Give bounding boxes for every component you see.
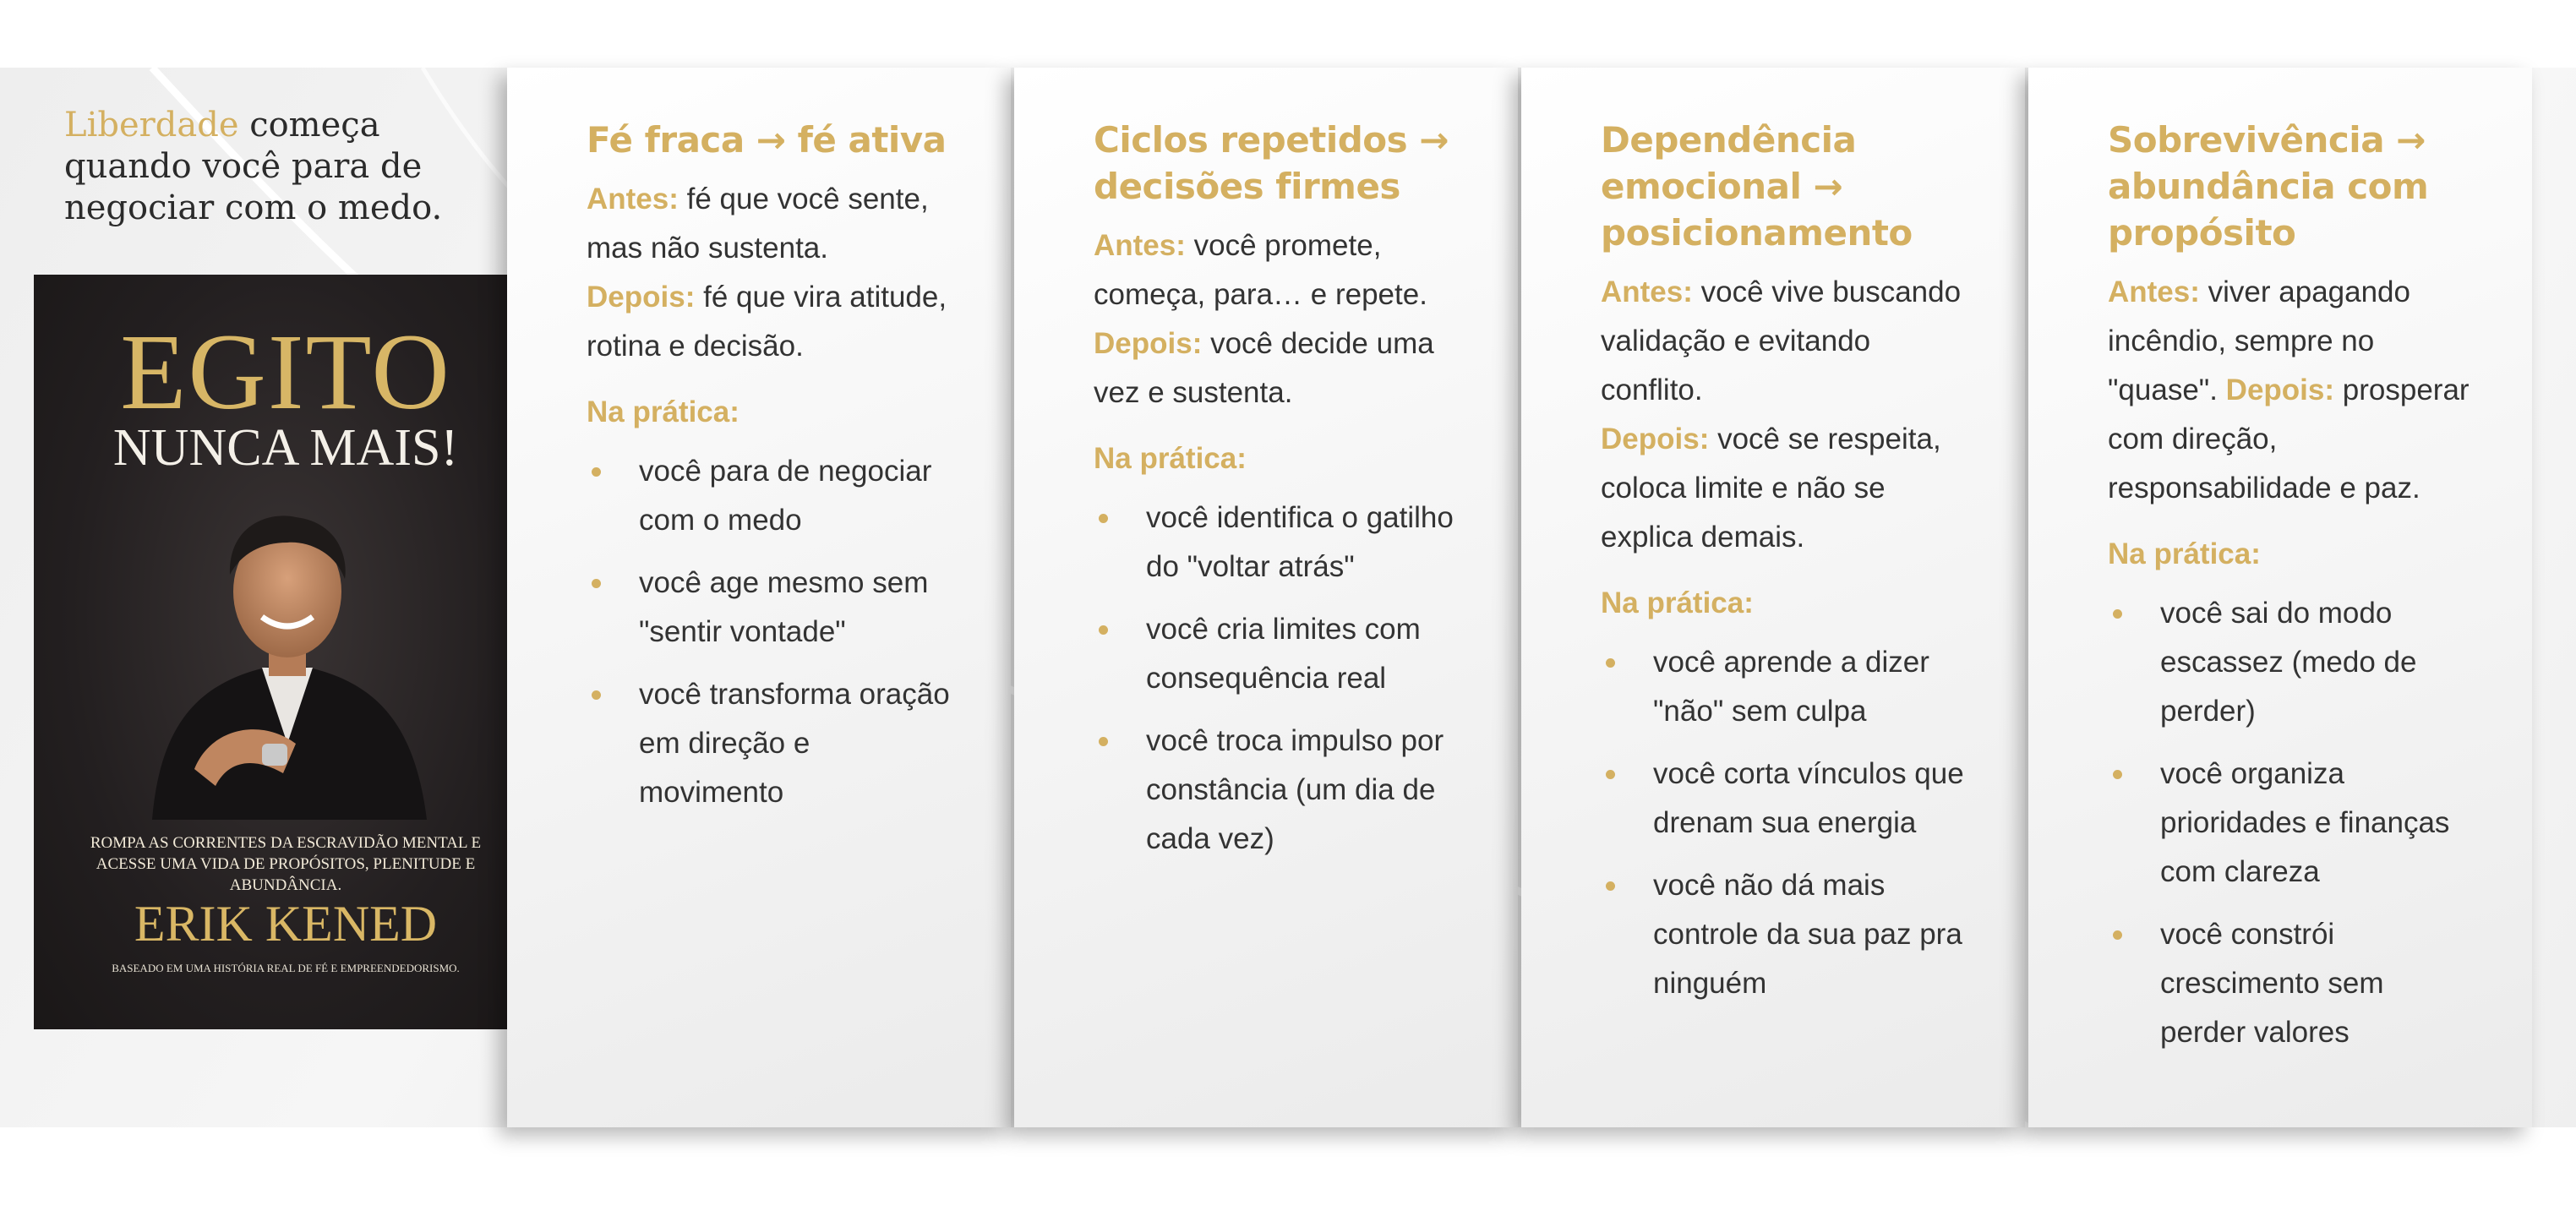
list-item [2108, 910, 2473, 1057]
before-text: você vive buscando validação e evitando conflito. [1601, 275, 1962, 406]
list-item [1601, 638, 1966, 736]
book-cover [34, 275, 538, 1029]
before-label: Antes: [1094, 229, 1186, 262]
practice-list [2108, 589, 2473, 1057]
list-item [587, 559, 952, 657]
card-title: Fé fraca → fé ativa [587, 119, 947, 161]
intro-line2: quando você para de [64, 147, 423, 186]
list-item-text: você para de negociar com o medo [639, 455, 932, 537]
list-item-text: você transforma oração em direção e movimento [639, 678, 950, 809]
bullet-icon [1099, 625, 1108, 635]
before-text: fé que você sente, mas não sustenta. [587, 183, 929, 265]
list-item-text: você age mesmo sem "sentir vontade" [639, 566, 929, 648]
bullet-icon [1099, 514, 1108, 523]
list-item [1601, 750, 1966, 848]
list-item [2108, 750, 2473, 897]
practice-list [1601, 638, 1966, 1008]
before-label: Antes: [2108, 275, 2200, 308]
practice-list [1094, 494, 1459, 864]
after-label: Depois: [1601, 423, 1710, 455]
practice-label: Na prática: [587, 395, 740, 428]
intro-line3: negociar com o medo. [64, 188, 443, 227]
bullet-icon [1606, 881, 1615, 891]
after-text: você se respeita, coloca limite e não se explica demais. [1601, 423, 1941, 554]
bullet-icon [592, 579, 601, 588]
card-fe [507, 68, 1011, 1127]
card-title: Sobrevivência → abundância com propósito [2108, 119, 2429, 254]
book-author: ERIK KENED [134, 896, 438, 952]
list-item [587, 670, 952, 817]
after-text: você decide uma vez e sustenta. [1094, 327, 1434, 409]
list-item [587, 447, 952, 545]
after-text: prosperar com direção, responsabilidade e paz. [2108, 374, 2470, 505]
after-label: Depois: [1094, 327, 1203, 360]
list-item [1094, 605, 1459, 703]
list-item-text: você troca impulso por constância (um dia de cada vez) [1146, 724, 1444, 855]
bullet-icon [2113, 609, 2122, 619]
card-ciclos [1014, 68, 1518, 1127]
list-item [2108, 589, 2473, 736]
card-before [1601, 268, 1966, 562]
book-tagline: ROMPA AS CORRENTES DA ESCRAVIDÃO MENTAL E ACESSE UMA VIDA DE PROPÓSITOS, PLENITUDE E ABUNDÂNCIA. [90, 834, 482, 894]
author-portrait [135, 490, 439, 820]
list-item-text: você identifica o gatilho do "voltar atrás" [1146, 501, 1454, 583]
practice-label: Na prática: [1601, 586, 1754, 619]
after-text: fé que vira atitude, rotina e decisão. [587, 281, 947, 363]
list-item [1601, 861, 1966, 1008]
bullet-icon [1099, 737, 1108, 746]
card-dependencia [1521, 68, 2025, 1127]
bullet-icon [1606, 770, 1615, 779]
before-text: viver apagando incêndio, sempre no "quase". [2108, 275, 2410, 406]
intro-highlight: Liberdade [64, 106, 239, 145]
list-item-text: você não dá mais controle da sua paz pra ninguém [1653, 869, 1962, 1000]
bullet-icon [2113, 930, 2122, 940]
list-item [1094, 494, 1459, 592]
bullet-icon [592, 467, 601, 477]
list-item [1094, 717, 1459, 864]
before-label: Antes: [1601, 275, 1693, 308]
book-subtitle: NUNCA MAIS! [112, 419, 459, 477]
practice-label: Na prática: [2108, 537, 2261, 570]
card-before [2108, 268, 2473, 513]
list-item-text: você cria limites com consequência real [1146, 613, 1421, 695]
after-label: Depois: [587, 281, 696, 314]
after-label: Depois: [2225, 374, 2335, 406]
list-item-text: você sai do modo escassez (medo de perder) [2160, 597, 2417, 728]
practice-label: Na prática: [1094, 442, 1247, 475]
card-title: Dependência emocional → posicionamento [1601, 119, 1913, 254]
intro-quote [64, 105, 487, 229]
before-text: você promete, começa, para… e repete. [1094, 229, 1427, 311]
card-before [587, 175, 952, 371]
list-item-text: você organiza prioridades e finanças com clareza [2160, 757, 2450, 888]
card-sobrevivencia [2028, 68, 2532, 1127]
bullet-icon [592, 690, 601, 700]
card-title: Ciclos repetidos → decisões firmes [1094, 119, 1449, 207]
before-label: Antes: [587, 183, 679, 215]
bullet-icon [1606, 658, 1615, 668]
practice-list [587, 447, 952, 817]
card-before [1094, 221, 1459, 417]
list-item-text: você constrói crescimento sem perder valores [2160, 918, 2384, 1049]
list-item-text: você corta vínculos que drenam sua energia [1653, 757, 1964, 839]
book-title: EGITO [120, 312, 451, 432]
list-item-text: você aprende a dizer "não" sem culpa [1653, 646, 1929, 728]
intro-line1-rest: começa [238, 106, 380, 145]
book-footer: BASEADO EM UMA HISTÓRIA REAL DE FÉ E EMPREENDEDORISMO. [112, 962, 460, 974]
bullet-icon [2113, 770, 2122, 779]
